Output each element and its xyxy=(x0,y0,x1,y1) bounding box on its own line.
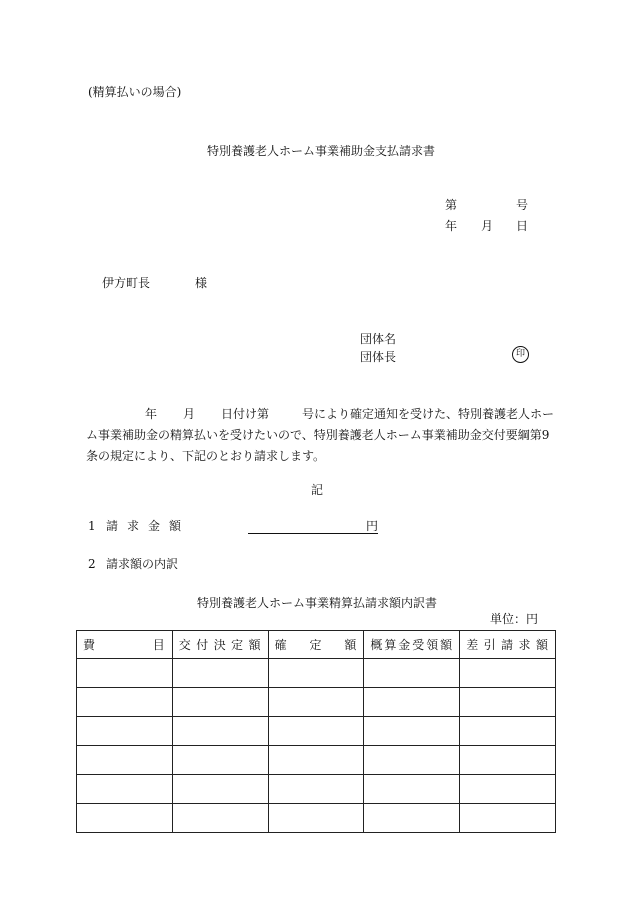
table-cell xyxy=(172,688,268,717)
table-cell xyxy=(460,688,556,717)
amount-unit: 円 xyxy=(365,519,378,533)
table-cell xyxy=(268,717,364,746)
number-suffix: 号 xyxy=(516,198,529,212)
table-cell xyxy=(460,746,556,775)
table-cell xyxy=(268,659,364,688)
table-cell xyxy=(172,746,268,775)
table-cell xyxy=(172,717,268,746)
table-row xyxy=(77,804,556,833)
table-cell xyxy=(77,746,173,775)
header-sashihiki: 差引請求額 xyxy=(460,631,556,659)
table-cell xyxy=(77,688,173,717)
table-cell xyxy=(172,775,268,804)
date-day-label: 日 xyxy=(516,219,529,233)
table-cell xyxy=(172,804,268,833)
table-cell xyxy=(77,775,173,804)
seal-mark: 印 xyxy=(512,346,529,363)
table-cell xyxy=(268,746,364,775)
table-cell xyxy=(77,659,173,688)
header-kofu-kettei: 交付決定額 xyxy=(172,631,268,659)
document-title: 特別養護老人ホーム事業補助金支払請求書 xyxy=(206,144,435,158)
date-year-label: 年 xyxy=(445,219,458,233)
table-cell xyxy=(268,804,364,833)
breakdown-table-title: 特別養護老人ホーム事業精算払請求額内訳書 xyxy=(196,596,437,610)
breakdown-table xyxy=(76,630,556,833)
table-cell xyxy=(460,775,556,804)
table-header-row xyxy=(77,631,556,659)
table-cell xyxy=(268,688,364,717)
table-cell xyxy=(364,746,460,775)
organization-name-label: 団体名 xyxy=(360,332,397,346)
payment-type-note: (精算払いの場合) xyxy=(88,85,182,99)
table-cell xyxy=(364,659,460,688)
header-kakutei: 確定額 xyxy=(268,631,364,659)
table-cell xyxy=(364,804,460,833)
body-line1-rest: 号により確定通知を受けた、特別養護老人ホー xyxy=(302,407,555,421)
table-cell xyxy=(268,775,364,804)
date-month-label: 月 xyxy=(481,219,494,233)
table-row xyxy=(77,688,556,717)
table-row xyxy=(77,746,556,775)
ki-heading: 記 xyxy=(310,483,323,497)
table-cell xyxy=(172,659,268,688)
table-row xyxy=(77,775,556,804)
table-cell xyxy=(460,717,556,746)
addressee-name: 伊方町長 xyxy=(102,276,151,290)
item1-number: 1 xyxy=(88,519,96,533)
table-cell xyxy=(460,804,556,833)
body-date-number: 日付け第 xyxy=(221,407,270,421)
table-cell xyxy=(460,659,556,688)
organization-head-label: 団体長 xyxy=(360,350,397,364)
item2-number: 2 xyxy=(88,557,96,571)
table-row xyxy=(77,717,556,746)
item2-label: 請求額の内訳 xyxy=(106,557,179,571)
table-cell xyxy=(77,717,173,746)
number-prefix: 第 xyxy=(445,198,458,212)
unit-label: 単位：円 xyxy=(490,612,539,626)
body-year: 年 xyxy=(145,407,158,421)
table-cell xyxy=(77,804,173,833)
item1-label: 請求金額 xyxy=(106,519,191,533)
request-body-line-2: ム事業補助金の精算払いを受けたいので、特別養護老人ホーム事業補助金交付要綱第9 xyxy=(86,428,550,442)
table-cell xyxy=(364,688,460,717)
table-row xyxy=(77,659,556,688)
request-body-line-3: 条の規定により、下記のとおり請求します。 xyxy=(86,449,326,463)
body-month: 月 xyxy=(183,407,196,421)
header-himoku: 費目 xyxy=(77,631,173,659)
header-gaisan-juryo: 概算金受領額 xyxy=(364,631,460,659)
addressee-honorific: 様 xyxy=(195,276,208,290)
request-body-line-1 xyxy=(86,404,556,425)
table-cell xyxy=(364,775,460,804)
request-body xyxy=(86,404,556,467)
table-cell xyxy=(364,717,460,746)
request-amount-field xyxy=(248,519,378,534)
